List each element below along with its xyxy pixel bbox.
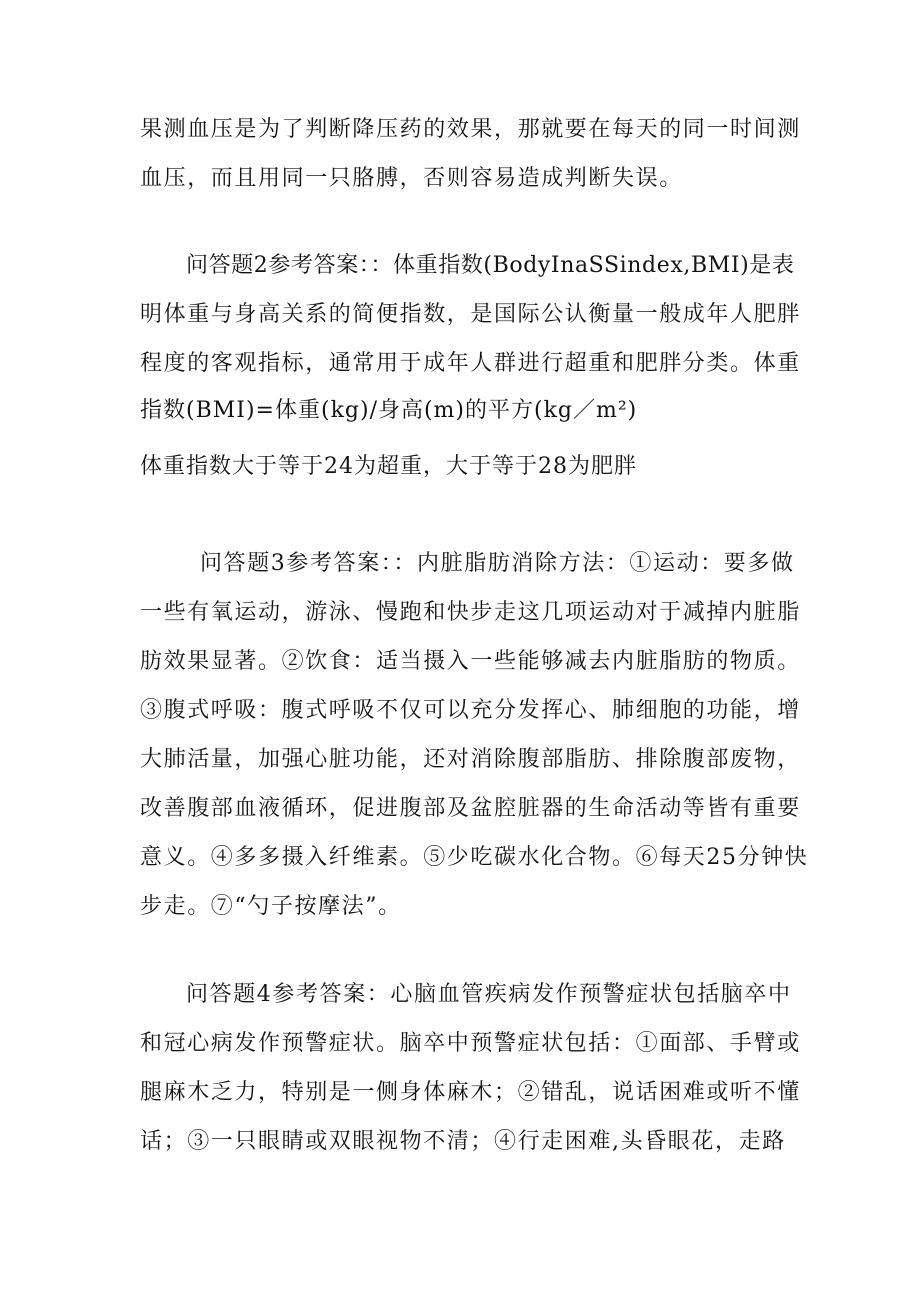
text-line: 指数(BMI)=体重(kg)/身高(m)的平方(kg／m²) (140, 398, 638, 423)
text-line: 一些有氧运动，游泳、慢跑和快步走这几项运动对于减掉内脏脂 (140, 600, 801, 625)
text-line: 明体重与身高关系的简便指数，是国际公认衡量一般成年人肥胖 (140, 302, 801, 327)
text-line: 肪效果显著。②饮食：适当摄入一些能够减去内脏脂肪的物质。 (140, 649, 801, 674)
text-line: 问答题2参考答案：：体重指数(BodyInaSSindex,BMI)是表 (186, 253, 795, 278)
text-line: 大肺活量，加强心脏功能，还对消除腹部脂肪、排除腹部废物， (140, 747, 801, 772)
text-line: 意义。④多多摄入纤维素。⑤少吃碳水化合物。⑥每天25分钟快 (140, 845, 809, 870)
text-line: 步走。⑦“勺子按摩法”。 (140, 894, 402, 919)
text-line: 血压，而且用同一只胳膊，否则容易造成判断失误。 (140, 166, 683, 191)
text-line: 程度的客观指标，通常用于成年人群进行超重和肥胖分类。体重 (140, 351, 801, 376)
text-line: 问答题4参考答案：心脑血管疾病发作预警症状包括脑卒中 (186, 982, 792, 1007)
text-line: 话；③一只眼睛或双眼视物不清；④行走困难,头昏眼花，走路 (140, 1129, 786, 1154)
text-line: 问答题3参考答案：：内脏脂肪消除方法：①运动：要多做 (200, 551, 795, 576)
text-line: ③腹式呼吸：腹式呼吸不仅可以充分发挥心、肺细胞的功能，增 (140, 698, 801, 723)
text-line: 和冠心病发作预警症状。脑卒中预警症状包括：①面部、手臂或 (140, 1031, 801, 1056)
text-line: 体重指数大于等于24为超重，大于等于28为肥胖 (140, 454, 637, 479)
text-line: 果测血压是为了判断降压药的效果，那就要在每天的同一时间测 (140, 117, 801, 142)
text-line: 改善腹部血液循环，促进腹部及盆腔脏器的生命活动等皆有重要 (140, 796, 801, 821)
text-line: 腿麻木乏力，特别是一侧身体麻木；②错乱，说话困难或听不懂 (140, 1080, 801, 1105)
